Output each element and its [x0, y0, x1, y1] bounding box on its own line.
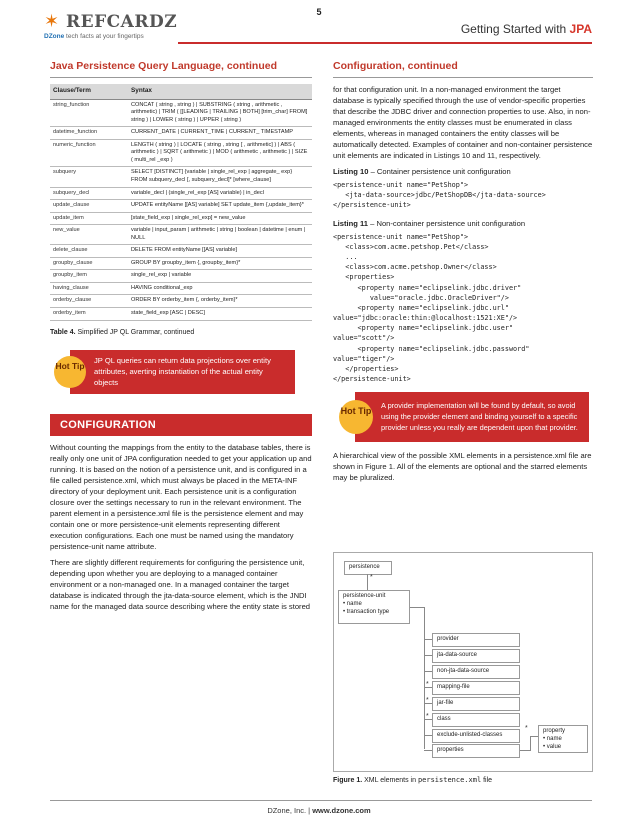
table-row — [50, 270, 312, 283]
table-row — [50, 212, 312, 225]
diagram-properties: properties — [432, 744, 520, 758]
diagram-property-attr-value: • value — [543, 743, 562, 750]
right-paragraph-1: for that configuration unit. In a non-managed environment the target database is typically specified through the use of vendor-specific properties that describe the JDBC driver and connection properties to use. Also, in non-managed environments the entity classes must be enumerated in class elements, whereas in managed containers the entity classes will be automatically detected. Examples of container and non-container persistence unit elements are indicated in Listings 10 and 11, respectively. — [333, 85, 593, 160]
star-icon: ✶ — [44, 11, 60, 31]
diagram-property-attr-name: • name — [543, 735, 562, 742]
diagram-persistence: persistence — [344, 561, 392, 575]
configuration-section-bar: CONFIGURATION — [50, 414, 312, 436]
diagram-connector — [424, 671, 432, 672]
diagram-connector — [424, 735, 432, 736]
table-header-syntax: Syntax — [128, 84, 312, 99]
figure-caption-text: XML elements in — [362, 777, 418, 784]
left-section-title: Java Persistence Query Language, continued — [50, 60, 312, 78]
diagram-property-title: property — [543, 728, 566, 734]
table-cell-syntax: GROUP BY groupby_item {, groupby_item}* — [128, 257, 312, 270]
diagram-provider: provider — [432, 633, 520, 647]
diagram-star: * — [370, 574, 373, 581]
table-row — [50, 127, 312, 140]
table-row — [50, 99, 312, 127]
right-column — [333, 60, 593, 483]
logo-tagline-text: tech facts at your fingertips — [64, 33, 144, 40]
diagram-connector — [520, 750, 530, 751]
hot-tip-badge-text: Hot Tip — [55, 360, 85, 371]
right-paragraph-2: A hierarchical view of the possible XML elements in a persistence.xml file are shown in Figure 1. All of the elements are optional and the starred elements may be pluralized. — [333, 451, 592, 483]
table-caption-text: Simplified JP QL Grammar, continued — [75, 328, 195, 336]
table-cell-syntax: UPDATE entityName [[AS] variable] SET update_item {,update_item}* — [128, 200, 312, 213]
table-row — [50, 225, 312, 245]
listing-11-caption: – Non-container persistence unit configuration — [368, 218, 526, 228]
listing-10-code: <persistence-unit name="PetShop"> <jta-data-source>jdbc/PetShopDB</jta-data-source> </persistence-unit> — [333, 181, 546, 210]
table-cell-term: groupby_item — [50, 270, 128, 283]
grammar-table-body — [50, 99, 312, 320]
table-cell-term: subquery — [50, 167, 128, 187]
table-cell-term: delete_clause — [50, 245, 128, 258]
table-cell-term: groupby_clause — [50, 257, 128, 270]
table-row — [50, 282, 312, 295]
figure-caption-tail: file — [481, 777, 493, 784]
diagram-star: * — [426, 713, 429, 720]
figure-caption-file: persistence.xml — [417, 776, 482, 784]
table-cell-term: orderby_item — [50, 308, 128, 321]
table-cell-term: having_clause — [50, 282, 128, 295]
diagram-mapping-file: mapping-file — [432, 681, 520, 695]
table-cell-term: new_value — [50, 225, 128, 245]
listing-10-label: Listing 10 — [333, 167, 369, 176]
table-cell-syntax: SELECT [DISTINCT] {variable | single_rel_exp | aggregate_ exp} FROM subquery_decl [, subquery_decl]* [where_clause] — [128, 167, 312, 187]
diagram-non-jta-data-source: non-jta-data-source — [432, 665, 520, 679]
listing-11-title — [333, 219, 593, 228]
table-cell-syntax: state_field_exp [ASC | DESC] — [128, 308, 312, 321]
table-caption-label: Table 4. — [50, 328, 76, 336]
footer-url-link[interactable]: www.dzone.com — [312, 806, 371, 815]
diagram-connector — [424, 750, 432, 751]
table-cell-term: orderby_clause — [50, 295, 128, 308]
header-title-prefix: Getting Started with — [460, 22, 570, 36]
diagram-connector — [424, 607, 425, 749]
diagram-jta-data-source: jta-data-source — [432, 649, 520, 663]
diagram-unit-title: persistence-unit — [343, 593, 386, 599]
table-cell-term: update_item — [50, 212, 128, 225]
hot-tip-badge-text: Hot Tip — [340, 406, 372, 417]
table-row — [50, 187, 312, 200]
table-header-row — [50, 84, 312, 99]
diagram-star: * — [426, 697, 429, 704]
left-column — [50, 60, 312, 617]
table-cell-syntax: CURRENT_DATE | CURRENT_TIME | CURRENT_ TIMESTAMP — [128, 127, 312, 140]
diagram-connector — [530, 736, 538, 737]
diagram-unit-attr-transaction: • transaction type — [343, 608, 390, 615]
table-header-term: Clause/Term — [50, 84, 128, 99]
logo-word: REFCARDZ — [66, 12, 178, 32]
xml-elements-diagram — [333, 552, 593, 772]
table-cell-term: datetime_function — [50, 127, 128, 140]
diagram-connector — [367, 574, 368, 590]
diagram-unit-attr-name: • name — [343, 600, 362, 607]
table-cell-syntax: DELETE FROM entityName [[AS] variable] — [128, 245, 312, 258]
header-title — [461, 22, 592, 36]
diagram-connector — [410, 607, 424, 608]
hot-tip-right — [340, 392, 589, 442]
refcardz-logo[interactable] — [44, 11, 178, 48]
hot-tip-badge — [54, 356, 86, 388]
diagram-star: * — [525, 725, 528, 732]
configuration-body — [50, 442, 312, 612]
diagram-exclude-unlisted-classes: exclude-unlisted-classes — [432, 729, 520, 743]
diagram-star: * — [426, 681, 429, 688]
table-row — [50, 308, 312, 321]
diagram-connector — [424, 655, 432, 656]
table-cell-term: update_clause — [50, 200, 128, 213]
config-paragraph-2: There are slightly different requirements for configuring the persistence unit, depending upon whether you are deploying to a managed container environment or a non-managed one. In a managed container the target database is indicated through the jta-data-source element, which is the JNDI name for the managed data source describing where the entity state is stored — [50, 557, 311, 611]
listing-10-title — [333, 167, 593, 176]
listing-10-caption: – Container persistence unit configuration — [368, 167, 511, 176]
hot-tip-text: A provider implementation will be found by default, so avoid using the provider element and binding yourself to a specific provider unless you really are dependent upon that provider. — [381, 401, 578, 432]
diagram-connector — [530, 736, 531, 751]
table-row — [50, 245, 312, 258]
table-row — [50, 200, 312, 213]
table-cell-syntax: variable_decl | (single_rel_exp [AS] variable) | in_decl — [128, 187, 312, 200]
table-caption — [50, 329, 312, 336]
footer — [0, 806, 638, 815]
table-cell-syntax: single_rel_exp | variable — [128, 270, 312, 283]
table-row — [50, 167, 312, 187]
table-cell-syntax: CONCAT ( string , string ) | SUBSTRING ( string , arithmetic , arithmetic) | TRIM ( [[LEADING | TRAILING | BOTH] [trim_char] FROM] string ) | LOWER ( string ) | UPPER ( string ) — [128, 99, 312, 127]
config-paragraph-1: Without counting the mappings from the entity to the database tables, there is really only one unit of JPA configuration needed to get your application up and running. It is based on the notion of a persistence unit, and is configured in a file called persistence.xml, which must always be placed in the META-INF directory of your deployment unit. Each persistence unit is a configuration closure over the settings necessary to run in the relevant environment. The parent element in a persistence.xml file is the persistence element and may contain one or more persistence-unit elements representing different execution configurations. Each one must be named using the mandatory persistence-unit name attribute. — [50, 442, 312, 551]
right-section-title: Configuration, continued — [333, 60, 593, 78]
page-number: 5 — [316, 7, 322, 17]
table-cell-syntax: HAVING conditional_exp — [128, 282, 312, 295]
listing-11-code: <persistence-unit name="PetShop"> <class>com.acme.petshop.Pet</class> ... <class>com.acme.petshop.Owner</class> <properties> <property name="eclipselink.jdbc.driver" value="oracle.jdbc.OracleDriver"/> <property name="eclipselink.jdbc.url" value="jdbc:oracle:thin:@localhost:1521:XE"/> <property name="eclipselink.jdbc.user" value="scott"/> <property name="eclipselink.jdbc.password" value="tiger"/> </properties> </persistence-unit> — [333, 232, 530, 384]
table-cell-syntax: [state_field_exp | single_rel_exp] = new_value — [128, 212, 312, 225]
figure-caption-label: Figure 1. — [333, 777, 363, 784]
table-cell-term: string_function — [50, 99, 128, 127]
diagram-persistence-unit — [338, 590, 410, 624]
footer-prefix: DZone, Inc. | — [267, 806, 313, 815]
logo-tagline — [44, 33, 144, 40]
diagram-connector — [424, 639, 432, 640]
table-row — [50, 257, 312, 270]
footer-rule — [50, 800, 592, 801]
hot-tip-left — [55, 350, 295, 394]
table-cell-term: subquery_decl — [50, 187, 128, 200]
diagram-property — [538, 725, 588, 753]
diagram-class: class — [432, 713, 520, 727]
hot-tip-text: JP QL queries can return data projections over entity attributes, averting instantiation of the actual entity objects — [94, 356, 271, 388]
logo-dzone: DZone — [44, 33, 65, 40]
table-row — [50, 139, 312, 167]
table-cell-syntax: variable | input_param | arithmetic | string | boolean | datetime | enum | NULL — [128, 225, 312, 245]
table-cell-syntax: LENGTH ( string ) | LOCATE ( string , string [ , arithmetic] ) | ABS ( arithmetic ) | SQRT ( arithmetic ) | MOD ( arithmetic , arithmetic ) | SIZE ( multi_rel _exp ) — [128, 139, 312, 167]
header-rule — [178, 42, 592, 44]
header-title-highlight: JPA — [569, 22, 592, 36]
figure-caption — [333, 776, 492, 784]
listing-11-label: Listing 11 — [333, 218, 369, 228]
grammar-table — [50, 84, 312, 321]
table-cell-term: numeric_function — [50, 139, 128, 167]
diagram-jar-file: jar-file — [432, 697, 520, 711]
table-cell-syntax: ORDER BY orderby_item {, orderby_item}* — [128, 295, 312, 308]
table-row — [50, 295, 312, 308]
